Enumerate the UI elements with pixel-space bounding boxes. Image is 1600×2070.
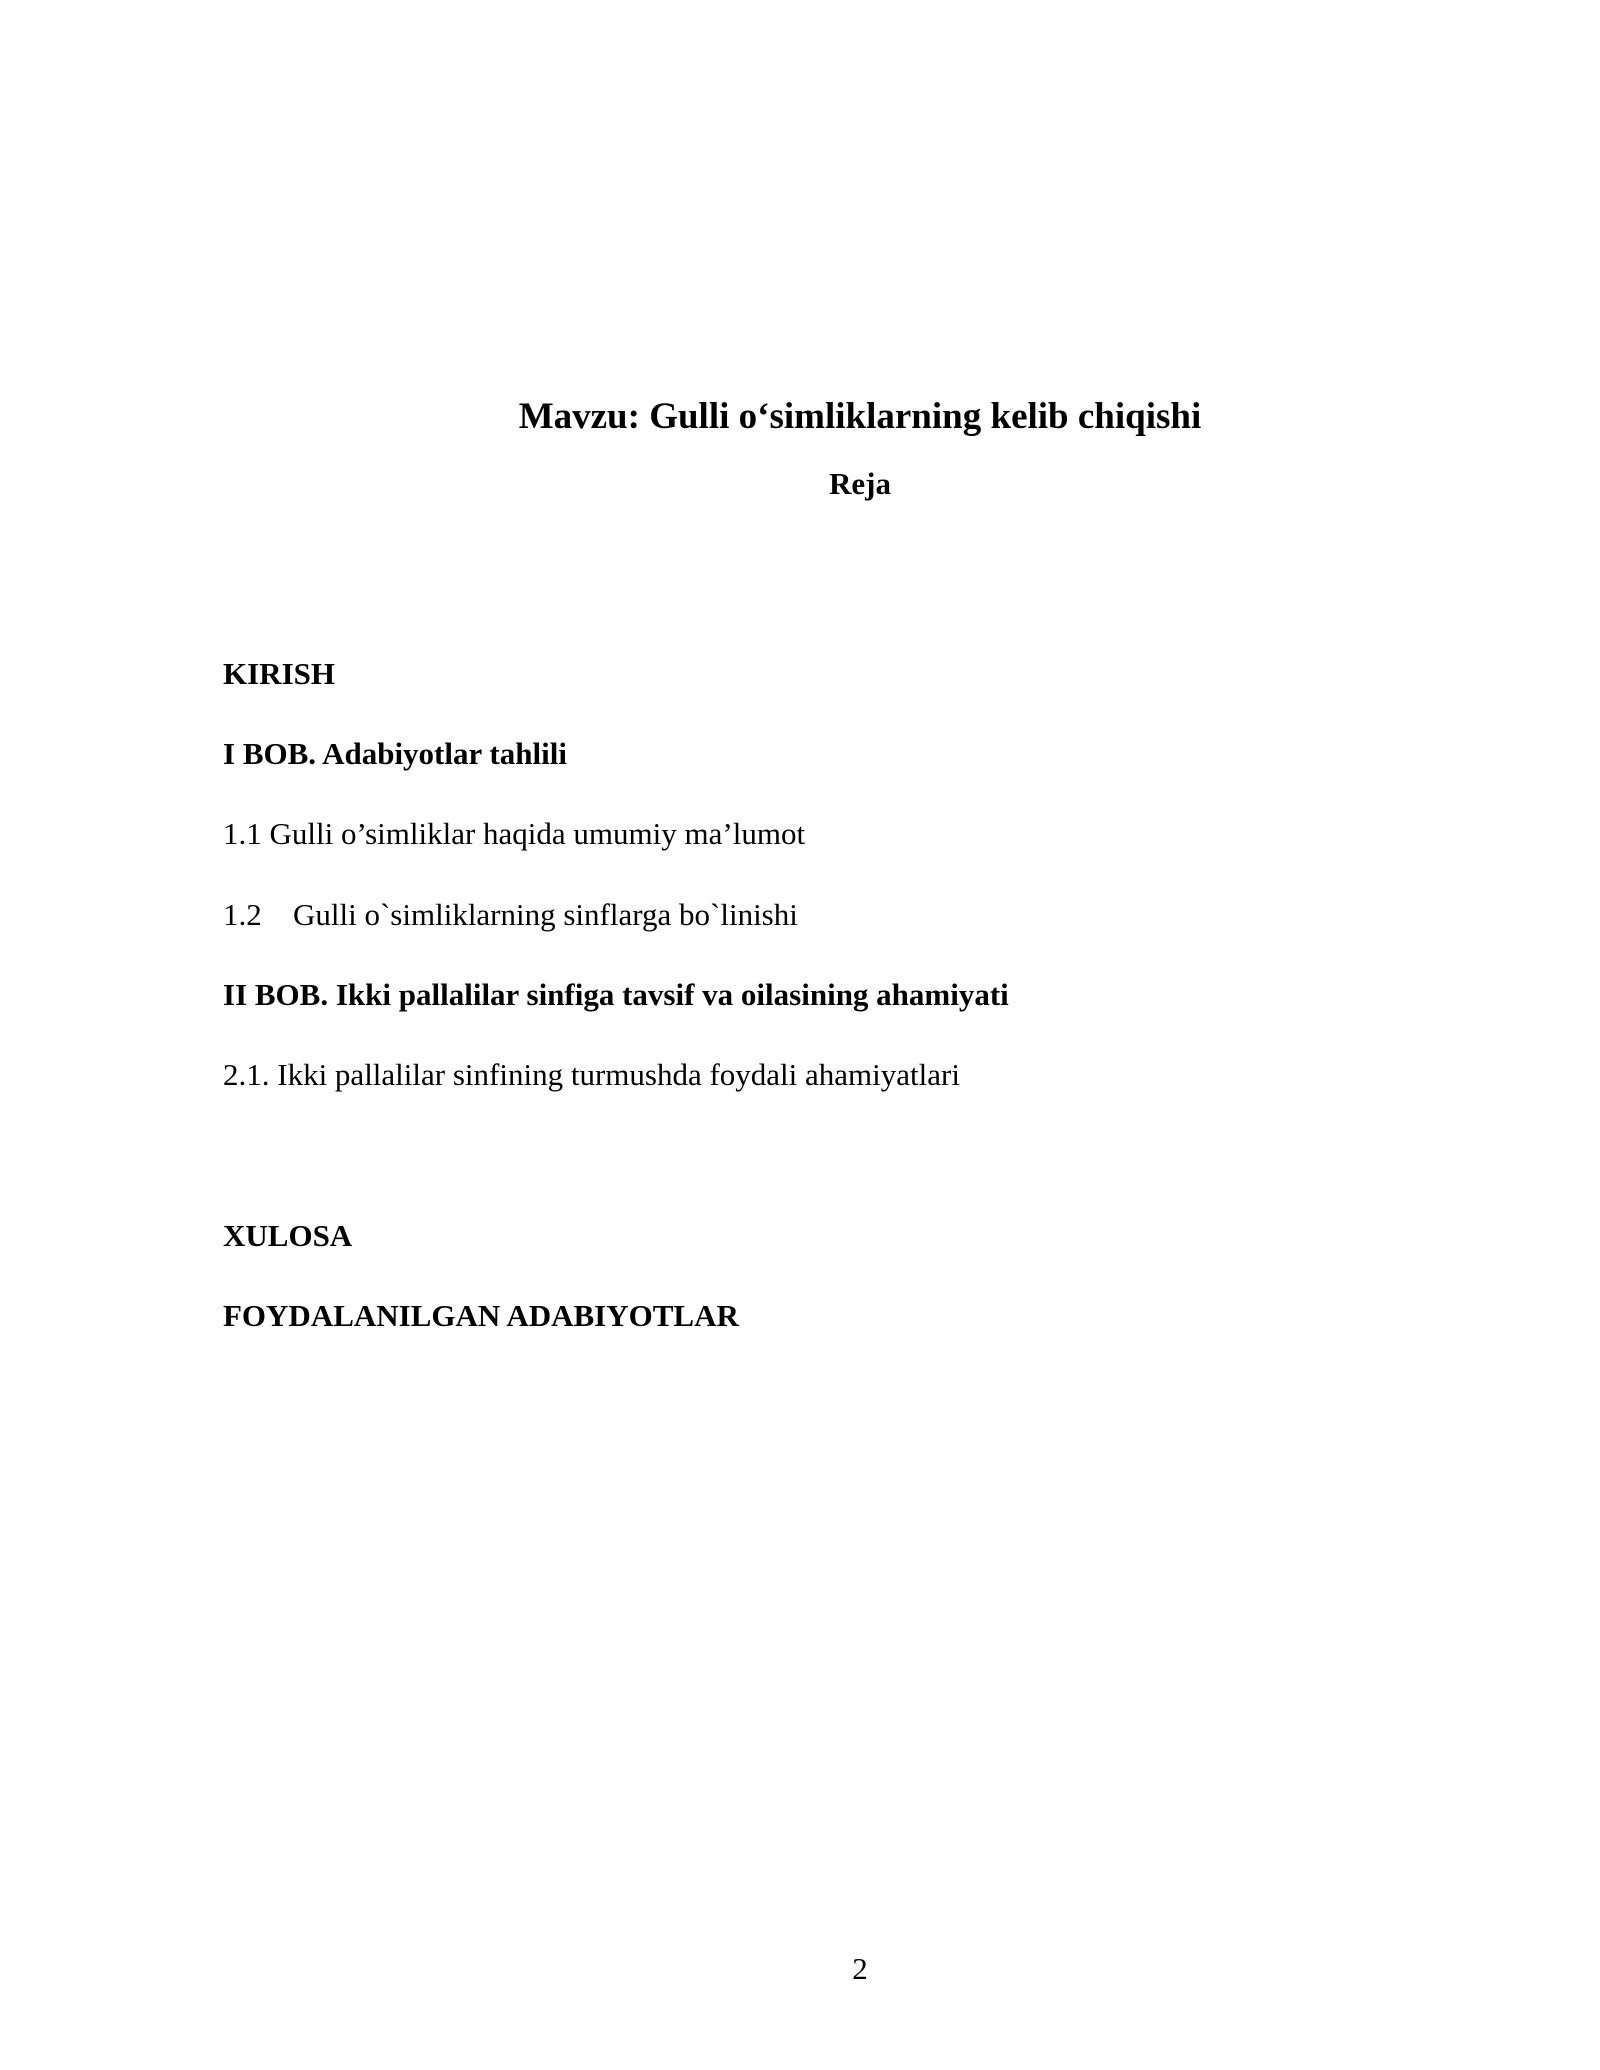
toc-item-section-1-1: 1.1 Gulli o’simliklar haqida umumiy ma’lumot xyxy=(223,816,806,851)
plan-heading: Reja xyxy=(829,466,891,501)
document-title: Mavzu: Gulli o‘simliklarning kelib chiqishi xyxy=(518,396,1202,437)
toc-item-label: Gulli o`simliklarning sinflarga bo`linishi xyxy=(293,897,798,932)
toc-item-section-2-1: 2.1. Ikki pallalilar sinfining turmushda foydali ahamiyatlari xyxy=(223,1057,960,1092)
toc-item-chapter-1: I BOB. Adabiyotlar tahlili xyxy=(223,736,567,771)
toc-item-kirish: KIRISH xyxy=(223,656,335,691)
toc-item-number: 1.2 xyxy=(223,897,262,932)
toc-item-section-1-2 xyxy=(223,899,798,930)
page-number: 2 xyxy=(852,1951,868,1986)
toc-item-chapter-2: II BOB. Ikki pallalilar sinfiga tavsif va oilasining ahamiyati xyxy=(223,977,1009,1012)
toc-item-xulosa: XULOSA xyxy=(223,1218,353,1253)
toc-item-references: FOYDALANILGAN ADABIYOTLAR xyxy=(223,1298,739,1333)
